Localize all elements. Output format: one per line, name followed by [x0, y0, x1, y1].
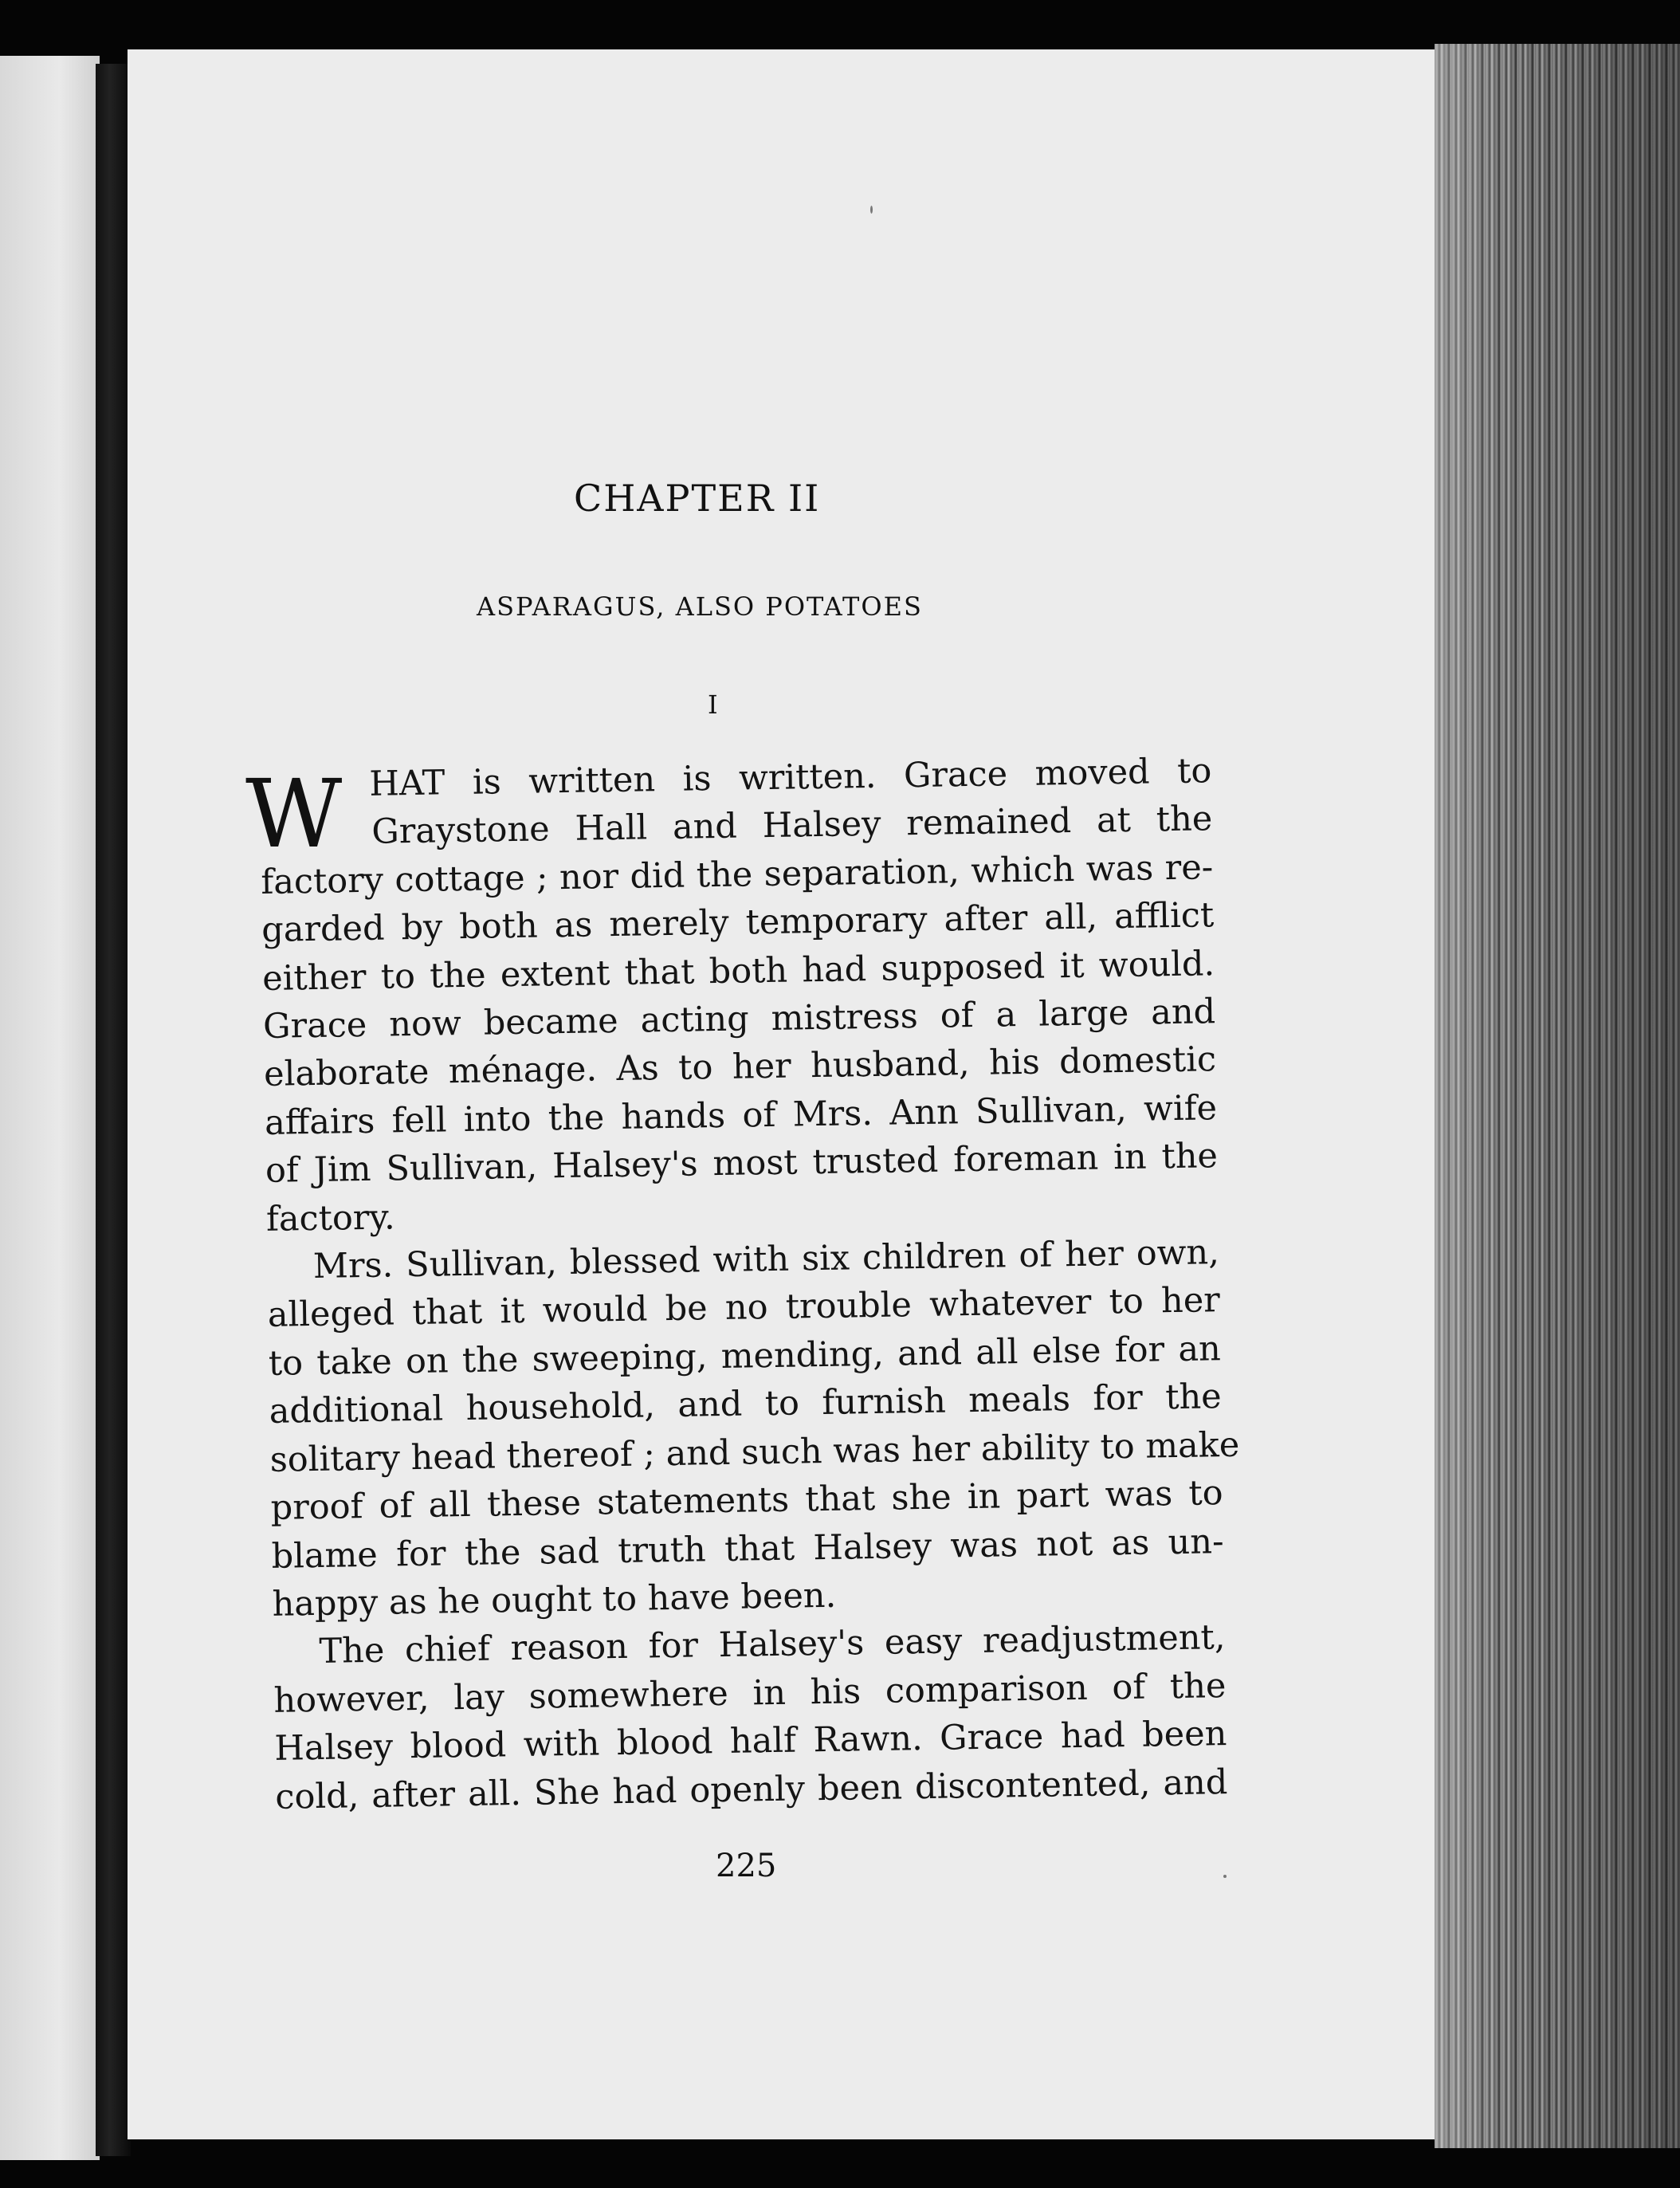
text-line: Halsey blood with blood half Rawn. Grace had been — [274, 1714, 1227, 1769]
text-line: affairs fell into the hands of Mrs. Ann Sullivan, wife — [264, 1088, 1218, 1143]
text-line: Grace now became acting mistress of a large and — [262, 992, 1216, 1047]
text-line: elaborate ménage. As to her husband, his domestic — [263, 1039, 1217, 1095]
scan-speck — [870, 206, 873, 214]
text-line: happy as he ought to have been. — [272, 1575, 837, 1624]
text-line: cold, after all. She had openly been discontented, and — [275, 1762, 1228, 1817]
text-line: factory cottage ; nor did the separation, which was re- — [260, 847, 1214, 902]
text-line: alleged that it would be no trouble whatever to her — [267, 1280, 1221, 1336]
text-line: The chief reason for Halsey's easy readjustment, — [319, 1617, 1226, 1672]
chapter-subtitle: ASPARAGUS, ALSO POTATOES — [477, 591, 923, 622]
text-line: to take on the sweeping, mending, and all else for an — [268, 1329, 1222, 1384]
text-line: Mrs. Sullivan, blessed with six children of her own, — [312, 1232, 1220, 1287]
text-line: garded by both as merely temporary after all, afflict — [261, 895, 1215, 951]
text-line: either to the extent that both had supposed it would. — [261, 943, 1215, 999]
text-line: proof of all these statements that she in part was to — [270, 1473, 1223, 1528]
book-gutter — [96, 64, 131, 2156]
text-line: however, lay somewhere in his comparison of the — [273, 1665, 1227, 1721]
text-line: Graystone Hall and Halsey remained at the — [371, 799, 1213, 853]
text-line: blame for the sad truth that Halsey was not as un- — [271, 1521, 1224, 1577]
text-line: additional household, and to furnish meals for the — [269, 1377, 1223, 1432]
chapter-title: CHAPTER II — [574, 477, 821, 520]
section-number: I — [708, 689, 718, 720]
body-text — [259, 747, 1240, 1821]
facing-page-edge — [0, 56, 100, 2160]
text-line: solitary head thereof ; and such was her ability to make — [269, 1424, 1240, 1480]
page-block-shade — [1435, 44, 1680, 2148]
text-line: HAT is written is written. Grace moved to — [369, 751, 1212, 804]
text-line: of Jim Sullivan, Halsey's most trusted foreman in the — [265, 1136, 1219, 1192]
drop-cap: W — [245, 759, 343, 869]
scan-speck — [1223, 1875, 1227, 1878]
page-number: 225 — [716, 1848, 777, 1884]
text-line: factory. — [265, 1197, 395, 1239]
